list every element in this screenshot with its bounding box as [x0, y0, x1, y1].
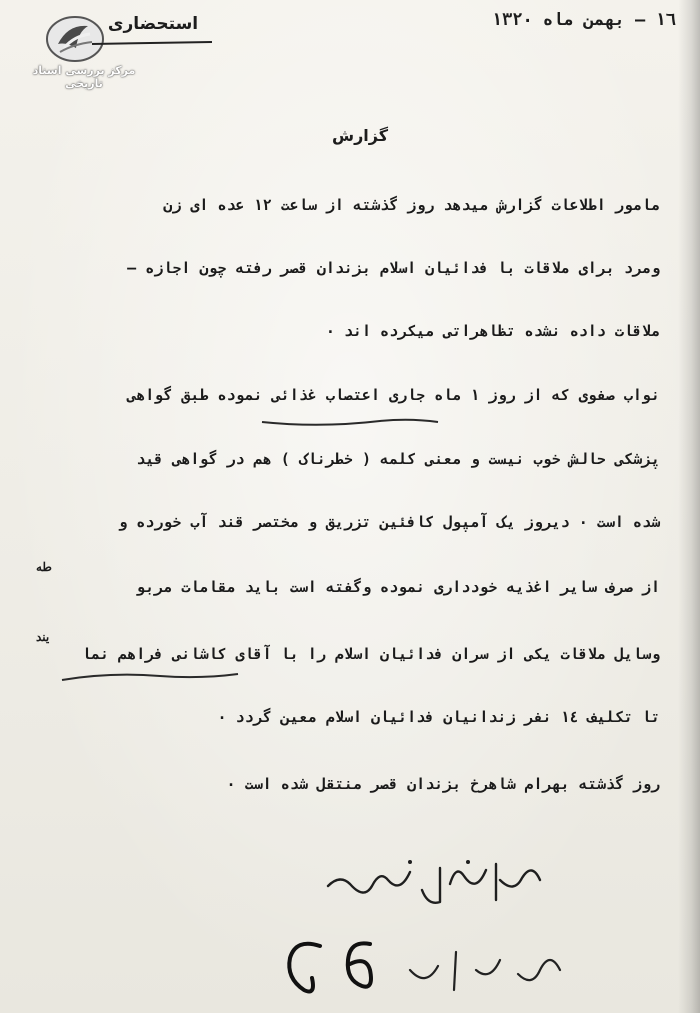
- logo-caption: مرکز بررسی اسناد تاریخی: [32, 64, 136, 90]
- document-date: ١٦ – بهمن ماه ١٣٢٠: [491, 10, 676, 30]
- handwritten-signature: [300, 850, 560, 920]
- hand-note-text: دی ماه ٥٩: [410, 1002, 415, 1003]
- interline-note-2: یند: [36, 630, 50, 644]
- classification-underline: [92, 41, 212, 45]
- handwritten-underline-1: [260, 412, 440, 432]
- handwritten-underline-2: [60, 668, 240, 688]
- classification-label: استحضاری: [107, 14, 199, 34]
- report-line-4: نواب صفوی که از روز ١ ماه جاری اعتصاب غذائی نموده طبق گواهی: [127, 386, 660, 404]
- report-line-3: ملاقات داده نشده تظاهراتی میکرده اند ٠: [325, 322, 660, 340]
- report-line-2: ومرد برای ملاقات با فدائیان اسلام بزندان قصر رفته چون اجازه –: [127, 259, 660, 277]
- binding-shadow: [678, 0, 700, 1013]
- report-line-10: روز گذشته بهرام شاهرخ بزندان قصر منتقل شده است ٠: [226, 775, 660, 793]
- report-title: گزارش: [331, 126, 389, 145]
- handwritten-date-note: [250, 930, 580, 1005]
- signature-text: فدائیان اسلام: [430, 916, 436, 917]
- report-line-1: مامور اطلاعات گزارش میدهد روز گذشته از ساعت ١٢ عده ای زن: [163, 196, 660, 214]
- report-line-7: از صرف سایر اغذیه خودداری نموده وگفته است باید مقامات مربو: [136, 578, 660, 596]
- report-line-6: شده است ٠ دیروز یک آمپول کافئین تزریق و مختصر قند آب خورده و: [118, 513, 660, 531]
- report-line-8: وسایل ملاقات یکی از سران فدائیان اسلام را با آقای کاشانی فراهم نما: [82, 645, 660, 663]
- interline-note-1: طه: [36, 560, 52, 574]
- report-line-9: تا تکلیف ١٤ نفر زندانیان فدائیان اسلام معین گردد ٠: [217, 708, 660, 726]
- report-line-5: پزشکی حالش خوب نیست و معنی کلمه ( خطرناک ) هم در گواهی قید: [136, 450, 660, 468]
